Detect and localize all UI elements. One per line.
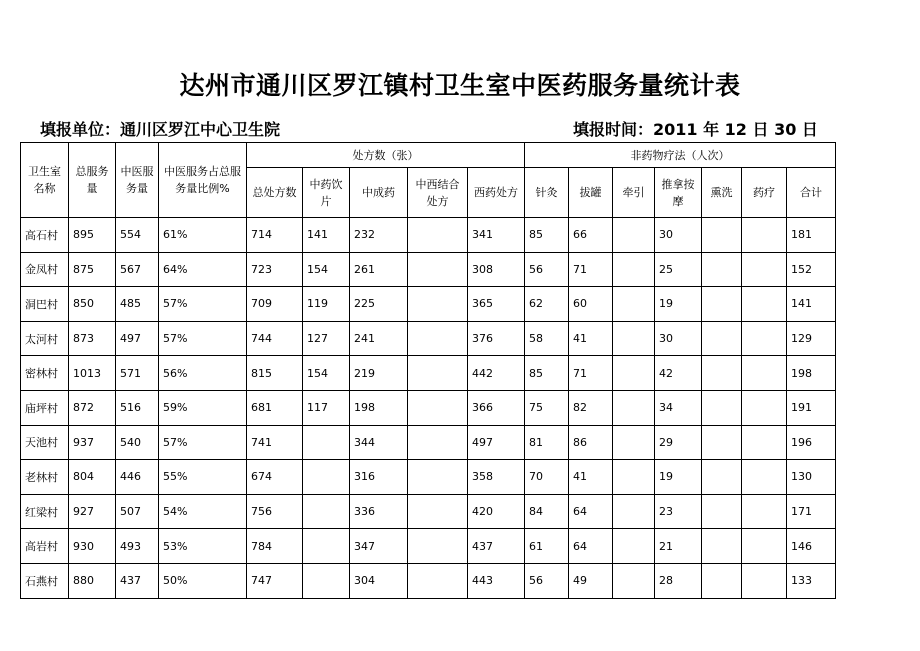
- cell: 49: [569, 563, 613, 598]
- cell: [613, 563, 655, 598]
- cell: 19: [655, 287, 702, 322]
- cell: 23: [655, 494, 702, 529]
- cell: 56: [525, 563, 569, 598]
- cell: [408, 563, 468, 598]
- cell: [702, 218, 742, 253]
- cell: 437: [116, 563, 159, 598]
- cell: 85: [525, 356, 569, 391]
- cell: 41: [569, 321, 613, 356]
- cell: [702, 529, 742, 564]
- cell: [742, 425, 787, 460]
- table-row: [21, 321, 836, 356]
- cell: 53%: [159, 529, 247, 564]
- cell: 57%: [159, 425, 247, 460]
- cell: 516: [116, 390, 159, 425]
- cell: 30: [655, 218, 702, 253]
- cell: [408, 529, 468, 564]
- table-row: [21, 287, 836, 322]
- cell: 119: [303, 287, 350, 322]
- cell: [613, 287, 655, 322]
- cell: 81: [525, 425, 569, 460]
- cell: 146: [787, 529, 836, 564]
- cell: [702, 321, 742, 356]
- cell: [408, 460, 468, 495]
- cell: 71: [569, 356, 613, 391]
- cell: 64%: [159, 252, 247, 287]
- table-row: [21, 529, 836, 564]
- cell: 443: [468, 563, 525, 598]
- cell: [702, 287, 742, 322]
- cell: 85: [525, 218, 569, 253]
- cell: 937: [69, 425, 116, 460]
- cell: 872: [69, 390, 116, 425]
- cell: 141: [303, 218, 350, 253]
- table-row: [21, 494, 836, 529]
- cell: [613, 425, 655, 460]
- cell: 82: [569, 390, 613, 425]
- cell: 181: [787, 218, 836, 253]
- table-row: [21, 252, 836, 287]
- cell: 219: [350, 356, 408, 391]
- cell: 420: [468, 494, 525, 529]
- cell: 873: [69, 321, 116, 356]
- reporting-date: 填报时间：2011 年 12 日 30 日: [573, 120, 818, 139]
- cell: 56: [525, 252, 569, 287]
- header-acupuncture: 针灸: [525, 168, 569, 218]
- cell: 洞巴村: [21, 287, 69, 322]
- cell: 308: [468, 252, 525, 287]
- cell: [613, 218, 655, 253]
- header-patent-medicine: 中成药: [350, 168, 408, 218]
- cell: 674: [247, 460, 303, 495]
- cell: 高岩村: [21, 529, 69, 564]
- cell: 29: [655, 425, 702, 460]
- cell: 58: [525, 321, 569, 356]
- cell: [613, 529, 655, 564]
- table-row: [21, 460, 836, 495]
- cell: [742, 252, 787, 287]
- cell: 密林村: [21, 356, 69, 391]
- cell: 747: [247, 563, 303, 598]
- cell: [702, 494, 742, 529]
- cell: 55%: [159, 460, 247, 495]
- cell: 54%: [159, 494, 247, 529]
- cell: 庙坪村: [21, 390, 69, 425]
- header-fumigation: 熏洗: [702, 168, 742, 218]
- cell: 366: [468, 390, 525, 425]
- cell: 太河村: [21, 321, 69, 356]
- cell: 41: [569, 460, 613, 495]
- cell: [613, 494, 655, 529]
- table-row: [21, 390, 836, 425]
- cell: 815: [247, 356, 303, 391]
- cell: 723: [247, 252, 303, 287]
- cell: 70: [525, 460, 569, 495]
- cell: 880: [69, 563, 116, 598]
- cell: 485: [116, 287, 159, 322]
- cell: 75: [525, 390, 569, 425]
- page-title: 达州市通川区罗江镇村卫生室中医药服务量统计表: [179, 71, 741, 100]
- header-tcm: 中医服务量: [116, 143, 159, 218]
- cell: [303, 425, 350, 460]
- cell: 681: [247, 390, 303, 425]
- cell: [702, 425, 742, 460]
- header-herbal-therapy: 药疗: [742, 168, 787, 218]
- cell: 28: [655, 563, 702, 598]
- header-traction: 牵引: [613, 168, 655, 218]
- cell: [742, 563, 787, 598]
- table-row: [21, 563, 836, 598]
- cell: 198: [350, 390, 408, 425]
- cell: [408, 425, 468, 460]
- cell: 62: [525, 287, 569, 322]
- cell: [408, 356, 468, 391]
- cell: 1013: [69, 356, 116, 391]
- header-western: 西药处方: [468, 168, 525, 218]
- cell: 59%: [159, 390, 247, 425]
- cell: 129: [787, 321, 836, 356]
- header-cupping: 拔罐: [569, 168, 613, 218]
- header-prescriptions-group: 处方数（张）: [247, 143, 525, 168]
- cell: [613, 460, 655, 495]
- cell: 744: [247, 321, 303, 356]
- cell: 437: [468, 529, 525, 564]
- header-integrated: 中西结合处方: [408, 168, 468, 218]
- cell: 红梁村: [21, 494, 69, 529]
- cell: 71: [569, 252, 613, 287]
- cell: 133: [787, 563, 836, 598]
- cell: 25: [655, 252, 702, 287]
- cell: 714: [247, 218, 303, 253]
- cell: 225: [350, 287, 408, 322]
- cell: [613, 390, 655, 425]
- header-tcm-decoction: 中药饮片: [303, 168, 350, 218]
- header-sum: 合计: [787, 168, 836, 218]
- cell: 57%: [159, 287, 247, 322]
- cell: 304: [350, 563, 408, 598]
- header-ratio: 中医服务占总服务量比例%: [159, 143, 247, 218]
- table-body: [21, 218, 836, 599]
- cell: 554: [116, 218, 159, 253]
- cell: 344: [350, 425, 408, 460]
- cell: 875: [69, 252, 116, 287]
- cell: 497: [116, 321, 159, 356]
- cell: 30: [655, 321, 702, 356]
- cell: 天池村: [21, 425, 69, 460]
- cell: 60: [569, 287, 613, 322]
- cell: 341: [468, 218, 525, 253]
- cell: 141: [787, 287, 836, 322]
- cell: 493: [116, 529, 159, 564]
- cell: [742, 529, 787, 564]
- cell: 336: [350, 494, 408, 529]
- cell: 高石村: [21, 218, 69, 253]
- cell: 56%: [159, 356, 247, 391]
- cell: [742, 321, 787, 356]
- cell: 127: [303, 321, 350, 356]
- cell: 金凤村: [21, 252, 69, 287]
- cell: 347: [350, 529, 408, 564]
- cell: [702, 460, 742, 495]
- cell: 64: [569, 494, 613, 529]
- cell: 232: [350, 218, 408, 253]
- cell: [303, 494, 350, 529]
- cell: 老林村: [21, 460, 69, 495]
- cell: 42: [655, 356, 702, 391]
- cell: 709: [247, 287, 303, 322]
- cell: 152: [787, 252, 836, 287]
- cell: [613, 252, 655, 287]
- cell: [742, 390, 787, 425]
- cell: 741: [247, 425, 303, 460]
- cell: 895: [69, 218, 116, 253]
- cell: [702, 390, 742, 425]
- cell: 241: [350, 321, 408, 356]
- cell: 86: [569, 425, 613, 460]
- cell: 756: [247, 494, 303, 529]
- cell: 154: [303, 356, 350, 391]
- cell: 66: [569, 218, 613, 253]
- cell: [702, 563, 742, 598]
- cell: 57%: [159, 321, 247, 356]
- cell: 130: [787, 460, 836, 495]
- cell: 34: [655, 390, 702, 425]
- cell: 358: [468, 460, 525, 495]
- cell: 927: [69, 494, 116, 529]
- cell: 61: [525, 529, 569, 564]
- cell: 21: [655, 529, 702, 564]
- cell: 930: [69, 529, 116, 564]
- header-total: 总服务量: [69, 143, 116, 218]
- cell: 198: [787, 356, 836, 391]
- cell: [742, 356, 787, 391]
- cell: [408, 287, 468, 322]
- cell: 石燕村: [21, 563, 69, 598]
- cell: [702, 356, 742, 391]
- cell: 171: [787, 494, 836, 529]
- cell: [742, 287, 787, 322]
- cell: [613, 321, 655, 356]
- cell: 507: [116, 494, 159, 529]
- header-massage: 推拿按摩: [655, 168, 702, 218]
- cell: [742, 460, 787, 495]
- table-row: [21, 218, 836, 253]
- cell: 850: [69, 287, 116, 322]
- cell: 365: [468, 287, 525, 322]
- cell: 19: [655, 460, 702, 495]
- cell: 84: [525, 494, 569, 529]
- cell: 497: [468, 425, 525, 460]
- header-name: 卫生室名称: [21, 143, 69, 218]
- cell: [408, 218, 468, 253]
- statistics-table: [20, 142, 836, 599]
- table-row: [21, 356, 836, 391]
- cell: [408, 494, 468, 529]
- cell: [742, 218, 787, 253]
- cell: [303, 460, 350, 495]
- cell: [408, 321, 468, 356]
- cell: 784: [247, 529, 303, 564]
- cell: [742, 494, 787, 529]
- cell: 446: [116, 460, 159, 495]
- cell: 261: [350, 252, 408, 287]
- cell: 154: [303, 252, 350, 287]
- cell: [702, 252, 742, 287]
- cell: 571: [116, 356, 159, 391]
- cell: 442: [468, 356, 525, 391]
- cell: 191: [787, 390, 836, 425]
- cell: 316: [350, 460, 408, 495]
- cell: [303, 529, 350, 564]
- table-row: [21, 425, 836, 460]
- cell: 540: [116, 425, 159, 460]
- cell: [408, 390, 468, 425]
- cell: 117: [303, 390, 350, 425]
- cell: 376: [468, 321, 525, 356]
- cell: [408, 252, 468, 287]
- cell: 61%: [159, 218, 247, 253]
- cell: 804: [69, 460, 116, 495]
- cell: 50%: [159, 563, 247, 598]
- header-nondrug-group: 非药物疗法（人次）: [525, 143, 836, 168]
- cell: 64: [569, 529, 613, 564]
- header-rx-total: 总处方数: [247, 168, 303, 218]
- cell: 567: [116, 252, 159, 287]
- reporting-unit: 填报单位：通川区罗江中心卫生院: [40, 120, 281, 139]
- cell: [303, 563, 350, 598]
- cell: [613, 356, 655, 391]
- cell: 196: [787, 425, 836, 460]
